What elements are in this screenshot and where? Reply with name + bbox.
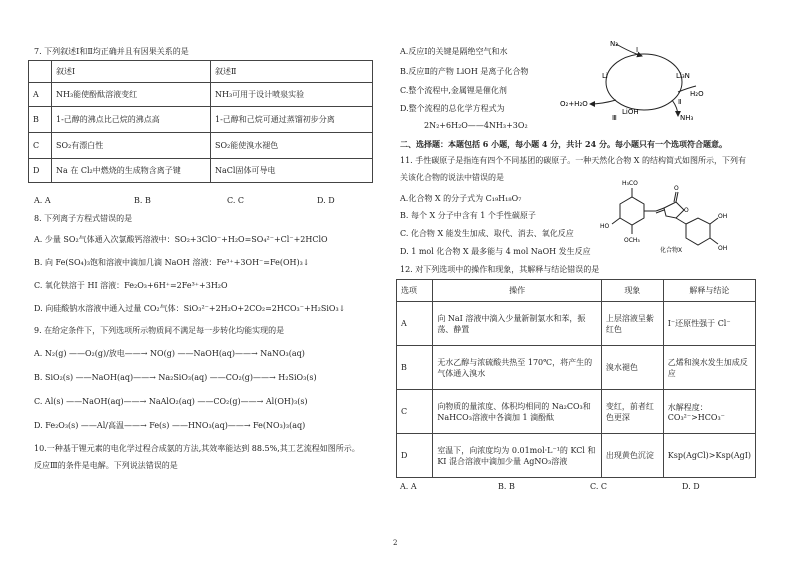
q11-line-1: 11. 手性碳原子是指连有四个不同基团的碳原子。一种天然化合物 X 的结构简式如图所示，下列有 (400, 156, 747, 165)
o2-arrow (590, 100, 616, 104)
oh-bottom-label: OH (718, 245, 728, 252)
q9-title: 9. 在给定条件下，下列选项所示物质间不满足每一步转化均能实现的是 (34, 326, 285, 335)
ring-o-label: O (684, 207, 689, 214)
compound-caption: 化合物X (660, 247, 683, 254)
li3n-label: Li₃N (676, 72, 690, 80)
q11-option-b: B. 每个 X 分子中含有 1 个手性碳原子 (400, 211, 536, 220)
compound-x-structure (600, 172, 740, 254)
table-cell: B (29, 107, 52, 133)
q9-option-c: C. Al(s) ——NaOH(aq)——→ NaAlO₂(aq) ——CO₂(g)——→ Al(OH)₃(s) (34, 397, 308, 406)
table-cell: 上层溶液呈紫红色 (601, 302, 663, 346)
table-row (397, 390, 756, 434)
ho-label: HO (600, 223, 610, 230)
reaction-1-label: Ⅰ (636, 46, 639, 54)
table-header-cell (29, 61, 52, 83)
q9-option-d: D. Fe₂O₃(s) ——Al/高温——→ Fe(s) ——HNO₃(aq)——→ Fe(NO₃)₃(aq) (34, 421, 306, 430)
table-cell: NH₃能使酚酞溶液变红 (52, 83, 211, 107)
table-cell: A (397, 302, 433, 346)
table-cell: B (397, 346, 433, 390)
nh3-label: NH₃ (680, 114, 694, 122)
table-row (29, 107, 373, 133)
section-2-title: 二、选择题：本题包括 6 小题，每小题 4 分，共计 24 分。每小题只有一个选项符合题意。 (400, 139, 727, 149)
table-cell: 1-己醇和己烷可通过蒸馏初步分离 (211, 107, 373, 133)
q10-option-a: A.反应Ⅰ的关键是隔绝空气和水 (400, 47, 508, 56)
q12-table (396, 279, 756, 478)
table-cell: 向 NaI 溶液中滴入少量新制氯水和苯，振荡、静置 (433, 302, 602, 346)
q11-line-2: 关该化合物的说法中错误的是 (400, 173, 504, 182)
lioh-label: LiOH (622, 108, 639, 116)
table-row (29, 133, 373, 159)
q7-title: 7. 下列叙述Ⅰ和Ⅱ均正确并且有因果关系的是 (34, 47, 189, 56)
option-c: C. C (227, 196, 245, 205)
table-cell: 向物质的量浓度、体积均相同的 Na₂CO₃和 NaHCO₃溶液中各滴加 1 滴酚酞 (433, 390, 602, 434)
q8-option-d: D. 向硅酸钠水溶液中通入过量 CO₂气体：SiO₃²⁻+2H₂O+2CO₂=2HCO₃⁻+H₂SiO₃↓ (34, 304, 346, 313)
q12-title: 12. 对下列选项中的操作和现象，其解释与结论错误的是 (400, 265, 600, 274)
table-cell: NH₃可用于设计喷泉实验 (211, 83, 373, 107)
o2-label: O₂+H₂O (560, 100, 588, 108)
table-cell: C (29, 133, 52, 159)
table-row (397, 280, 756, 302)
q10-option-d: D.整个流程的总化学方程式为 (400, 104, 505, 113)
reaction-2-label: Ⅱ (678, 98, 682, 106)
table-cell: C (397, 390, 433, 434)
table-header-cell: 叙述Ⅱ (211, 61, 373, 83)
h2o-label: H₂O (690, 90, 704, 98)
option-b: B. B (498, 482, 515, 491)
table-row (29, 159, 373, 183)
q10-option-b: B.反应Ⅱ的产物 LiOH 是离子化合物 (400, 67, 529, 76)
table-cell: NaCl固体可导电 (211, 159, 373, 183)
table-cell: 水解程度：CO₃²⁻>HCO₃⁻ (663, 390, 755, 434)
lactone-ring (664, 202, 684, 218)
option-b: B. B (134, 196, 151, 205)
q11-option-c: C. 化合物 X 能发生加成、取代、消去、氧化反应 (400, 229, 574, 238)
table-row (397, 302, 756, 346)
table-row (397, 346, 756, 390)
table-cell: Ksp(AgCl)>Ksp(AgI) (663, 434, 755, 478)
table-cell: 室温下，向浓度均为 0.01mol·L⁻¹的 KCl 和 KI 混合溶液中滴加少量 AgNO₃溶液 (433, 434, 602, 478)
table-cell: A (29, 83, 52, 107)
table-cell: D (397, 434, 433, 478)
table-cell: 变红，前者红色更深 (601, 390, 663, 434)
table-header-cell: 现象 (601, 280, 663, 302)
q8-option-c: C. 氧化铁溶于 HI 溶液：Fe₂O₃+6H⁺=2Fe³⁺+3H₂O (34, 281, 228, 290)
table-cell: 乙烯和溴水发生加成反应 (663, 346, 755, 390)
option-a: A. A (34, 196, 51, 205)
table-row (29, 83, 373, 107)
table-cell: SO₂能使溴水褪色 (211, 133, 373, 159)
table-header-cell: 选项 (397, 280, 433, 302)
cycle-ellipse (606, 54, 682, 110)
page-number: 2 (393, 539, 398, 547)
table-cell: 1-己醇的沸点比己烷的沸点高 (52, 107, 211, 133)
q10-line-2: 反应Ⅲ的条件是电解。下列说法错误的是 (34, 461, 178, 470)
carbonyl-o-label: O (674, 185, 679, 192)
table-cell: 无水乙醇与浓硫酸共热至 170℃，将产生的气体通入溴水 (433, 346, 602, 390)
li-label: Li (602, 72, 608, 80)
q8-option-b: B. 向 Fe(SO₄)₃饱和溶液中滴加几滴 NaOH 溶液：Fe³⁺+3OH⁻=Fe(OH)₃↓ (34, 258, 310, 267)
table-cell: Na 在 Cl₂中燃烧的生成物含离子键 (52, 159, 211, 183)
option-d: D. D (682, 482, 700, 491)
oh-top-label: OH (718, 213, 728, 220)
table-header-cell: 解释与结论 (663, 280, 755, 302)
table-header-cell: 操作 (433, 280, 602, 302)
q11-option-a: A.化合物 X 的分子式为 C₁₉H₁₈O₇ (400, 194, 522, 203)
table-cell: 出现黄色沉淀 (601, 434, 663, 478)
q10-option-c: C.整个流程中,金属锂是催化剂 (400, 86, 507, 95)
q8-title: 8. 下列离子方程式错误的是 (34, 214, 133, 223)
q10-line-1: 10.一种基于锂元素的电化学过程合成氨的方法,其效率能达到 88.5%,其工艺流程如图所示。 (34, 444, 360, 453)
table-row (29, 61, 373, 83)
table-header-cell: 叙述Ⅰ (52, 61, 211, 83)
q9-option-a: A. N₂(g) ——O₂(g)/放电——→ NO(g) ——NaOH(aq)——→ NaNO₃(aq) (34, 349, 305, 358)
q8-option-a: A. 少量 SO₂气体通入次氯酸钙溶液中：SO₂+3ClO⁻+H₂O=SO₄²⁻+Cl⁻+2HClO (34, 235, 328, 244)
option-c: C. C (590, 482, 608, 491)
q9-option-b: B. SiO₂(s) ——NaOH(aq)——→ Na₂SiO₃(aq) ——CO₂(g)——→ H₂SiO₃(s) (34, 373, 317, 382)
table-cell: 溴水褪色 (601, 346, 663, 390)
benzene-ring-left (620, 197, 644, 225)
reaction-3-label: Ⅲ (612, 114, 617, 122)
q7-table (28, 60, 373, 183)
table-cell: I⁻还原性强于 Cl⁻ (663, 302, 755, 346)
benzene-ring-right (686, 218, 710, 245)
table-cell: SO₂有漂白性 (52, 133, 211, 159)
q11-option-d: D. 1 mol 化合物 X 最多能与 4 mol NaOH 发生反应 (400, 247, 591, 256)
n2-arrow (616, 44, 642, 56)
table-row (397, 434, 756, 478)
h3co-label: H₃CO (622, 180, 638, 187)
n2-label: N₂ (610, 40, 619, 48)
option-d: D. D (317, 196, 335, 205)
table-cell: D (29, 159, 52, 183)
q10-equation: 2N₂+6H₂O——4NH₃+3O₂ (424, 121, 528, 130)
lithium-cycle-diagram (560, 38, 710, 122)
och3-label: OCH₃ (624, 237, 640, 244)
option-a: A. A (400, 482, 417, 491)
